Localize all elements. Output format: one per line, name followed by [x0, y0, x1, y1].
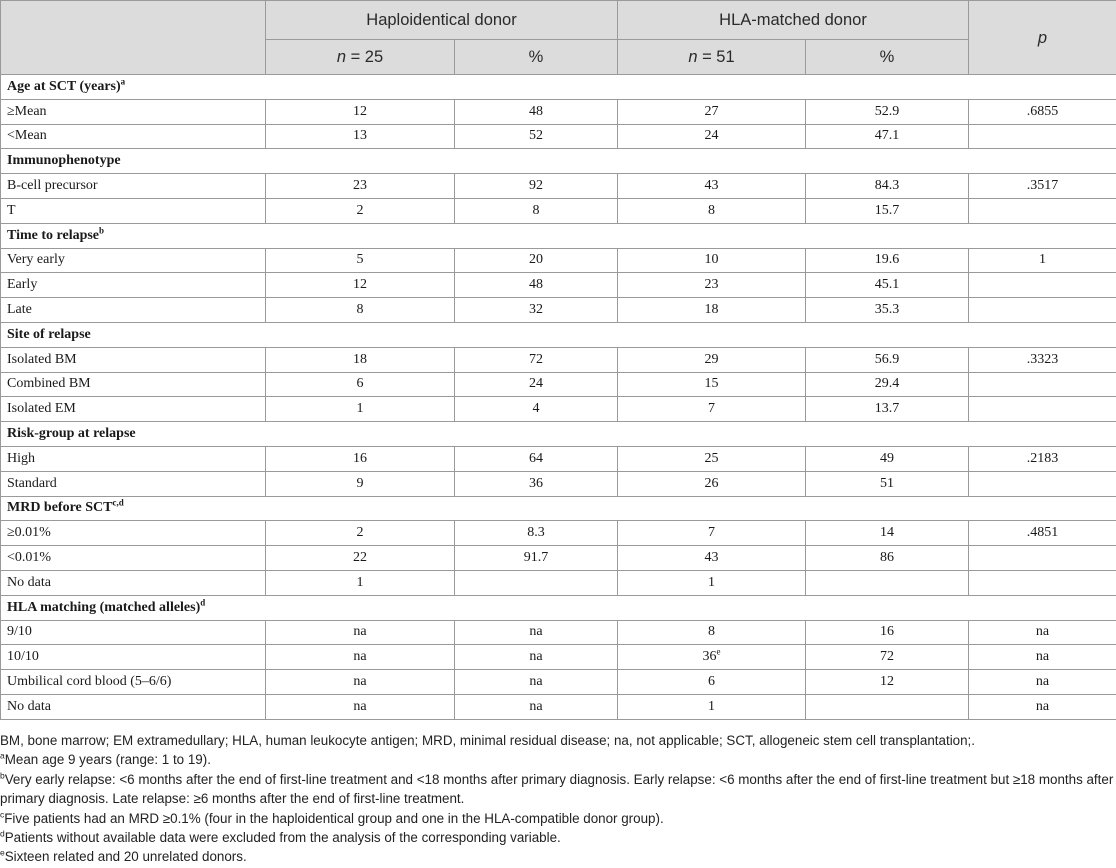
- header-hla-n-val: = 51: [697, 48, 735, 66]
- cell-haplo-pct: 36: [455, 471, 618, 496]
- table-row: [1, 645, 1116, 670]
- header-haplo-pct: %: [455, 40, 618, 75]
- row-label: T: [1, 198, 266, 223]
- table-row: [1, 397, 1116, 422]
- header-p-value: p: [969, 1, 1116, 75]
- row-label: Early: [1, 273, 266, 298]
- cell-hla-pct: 15.7: [806, 198, 969, 223]
- header-haploidentical: Haploidentical donor: [266, 1, 618, 40]
- cell-haplo-pct: na: [455, 645, 618, 670]
- cell-haplo-pct: 52: [455, 124, 618, 149]
- row-label: <Mean: [1, 124, 266, 149]
- row-label: Standard: [1, 471, 266, 496]
- cell-hla-n: 25: [618, 446, 806, 471]
- cell-haplo-n: 22: [266, 546, 455, 571]
- table-row: [1, 124, 1116, 149]
- cell-p-value: [969, 397, 1116, 422]
- cell-haplo-n: 5: [266, 248, 455, 273]
- cell-hla-pct: 29.4: [806, 372, 969, 397]
- cell-hla-pct: 52.9: [806, 99, 969, 124]
- footnote-c: $^c$Five patients had an MRD ≥0.1% (four in the haploidentical group and one in the HLA-compatible donor group).: [0, 809, 664, 826]
- cell-p-value: .2183: [969, 446, 1116, 471]
- cell-p-value: na: [969, 670, 1116, 695]
- header-hla-n: [618, 40, 806, 75]
- cell-hla-pct: 45.1: [806, 273, 969, 298]
- section-header-row: [1, 595, 1116, 620]
- cell-hla-n: 36e: [618, 645, 806, 670]
- cell-p-value: [969, 471, 1116, 496]
- table-row: [1, 99, 1116, 124]
- cell-haplo-pct: 64: [455, 446, 618, 471]
- cell-haplo-pct: na: [455, 620, 618, 645]
- cell-haplo-pct: 24: [455, 372, 618, 397]
- cell-haplo-pct: 4: [455, 397, 618, 422]
- cell-haplo-pct: 8: [455, 198, 618, 223]
- cell-p-value: .6855: [969, 99, 1116, 124]
- table-row: [1, 670, 1116, 695]
- cell-haplo-pct: 48: [455, 273, 618, 298]
- cell-haplo-pct: 8.3: [455, 521, 618, 546]
- table-body: [1, 75, 1116, 720]
- cell-p-value: [969, 570, 1116, 595]
- section-title: Risk-group at relapse: [1, 422, 1116, 447]
- row-label: ≥0.01%: [1, 521, 266, 546]
- cell-p-value: [969, 372, 1116, 397]
- footnote-e: $^e$Sixteen related and 20 unrelated donors.: [0, 847, 247, 865]
- cell-hla-n: 18: [618, 298, 806, 323]
- table-row: [1, 521, 1116, 546]
- table-row: [1, 446, 1116, 471]
- cell-p-value: [969, 198, 1116, 223]
- cell-hla-pct: [806, 570, 969, 595]
- header-hla-pct: %: [806, 40, 969, 75]
- table-row: [1, 273, 1116, 298]
- cell-hla-n: 10: [618, 248, 806, 273]
- cell-hla-pct: [806, 694, 969, 719]
- cell-haplo-n: 6: [266, 372, 455, 397]
- row-label: ≥Mean: [1, 99, 266, 124]
- cell-haplo-n: 12: [266, 99, 455, 124]
- cell-hla-pct: 86: [806, 546, 969, 571]
- cell-hla-n: 7: [618, 397, 806, 422]
- row-label: High: [1, 446, 266, 471]
- table-row: [1, 570, 1116, 595]
- header-haplo-n-val: = 25: [346, 48, 384, 66]
- row-label: Late: [1, 298, 266, 323]
- cell-hla-pct: 51: [806, 471, 969, 496]
- cell-hla-pct: 56.9: [806, 347, 969, 372]
- cell-haplo-n: 1: [266, 397, 455, 422]
- header-row-groups: [1, 1, 1116, 40]
- section-title: Time to relapse$^b$: [1, 223, 1116, 248]
- section-title: Immunophenotype: [1, 149, 1116, 174]
- cell-haplo-n: 16: [266, 446, 455, 471]
- cell-haplo-n: 2: [266, 521, 455, 546]
- section-title: Site of relapse: [1, 322, 1116, 347]
- row-label: No data: [1, 694, 266, 719]
- cell-hla-n: 26: [618, 471, 806, 496]
- header-haplo-n: [266, 40, 455, 75]
- section-title: Age at SCT (years)$^a$: [1, 75, 1116, 100]
- table-row: [1, 298, 1116, 323]
- cell-p-value: .3323: [969, 347, 1116, 372]
- cell-hla-pct: 72: [806, 645, 969, 670]
- row-label: Umbilical cord blood (5–6/6): [1, 670, 266, 695]
- section-title: MRD before SCT$^{c,d}$: [1, 496, 1116, 521]
- cell-p-value: [969, 273, 1116, 298]
- row-label: No data: [1, 570, 266, 595]
- cell-haplo-pct: 48: [455, 99, 618, 124]
- cell-haplo-pct: 72: [455, 347, 618, 372]
- cell-haplo-n: 2: [266, 198, 455, 223]
- cell-p-value: na: [969, 694, 1116, 719]
- cell-p-value: na: [969, 620, 1116, 645]
- cell-hla-n: 29: [618, 347, 806, 372]
- cell-hla-pct: 35.3: [806, 298, 969, 323]
- row-label: 9/10: [1, 620, 266, 645]
- cell-p-value: .4851: [969, 521, 1116, 546]
- cell-hla-pct: 19.6: [806, 248, 969, 273]
- cell-haplo-pct: [455, 570, 618, 595]
- cell-haplo-n: 23: [266, 174, 455, 199]
- cell-haplo-pct: 32: [455, 298, 618, 323]
- row-label: <0.01%: [1, 546, 266, 571]
- cell-p-value: [969, 298, 1116, 323]
- cell-haplo-pct: na: [455, 670, 618, 695]
- table-row: [1, 198, 1116, 223]
- header-hla-matched: HLA-matched donor: [618, 1, 969, 40]
- table-row: [1, 248, 1116, 273]
- table-footnotes: [0, 731, 1114, 867]
- cell-hla-n: 27: [618, 99, 806, 124]
- section-header-row: [1, 223, 1116, 248]
- cell-p-value: 1: [969, 248, 1116, 273]
- section-title: HLA matching (matched alleles)$^d$: [1, 595, 1116, 620]
- cell-haplo-pct: 92: [455, 174, 618, 199]
- cell-haplo-pct: 20: [455, 248, 618, 273]
- table-row: [1, 372, 1116, 397]
- table-row: [1, 471, 1116, 496]
- cell-hla-n: 1: [618, 694, 806, 719]
- row-label: B-cell precursor: [1, 174, 266, 199]
- cell-hla-pct: 16: [806, 620, 969, 645]
- cell-p-value: na: [969, 645, 1116, 670]
- cell-haplo-n: 13: [266, 124, 455, 149]
- cell-hla-pct: 49: [806, 446, 969, 471]
- cell-hla-pct: 84.3: [806, 174, 969, 199]
- cell-hla-n: 23: [618, 273, 806, 298]
- table-row: [1, 174, 1116, 199]
- cell-hla-pct: 47.1: [806, 124, 969, 149]
- cell-hla-n: 43: [618, 174, 806, 199]
- cell-hla-n: 8: [618, 198, 806, 223]
- cell-p-value: [969, 546, 1116, 571]
- cell-hla-pct: 14: [806, 521, 969, 546]
- cell-hla-n: 8: [618, 620, 806, 645]
- cell-haplo-n: na: [266, 694, 455, 719]
- row-label: Combined BM: [1, 372, 266, 397]
- cell-haplo-n: na: [266, 620, 455, 645]
- cell-hla-n: 7: [618, 521, 806, 546]
- table-row: [1, 546, 1116, 571]
- section-header-row: [1, 149, 1116, 174]
- row-label: Very early: [1, 248, 266, 273]
- table-row: [1, 620, 1116, 645]
- row-label: Isolated BM: [1, 347, 266, 372]
- row-label: Isolated EM: [1, 397, 266, 422]
- cell-hla-n: 15: [618, 372, 806, 397]
- cell-p-value: .3517: [969, 174, 1116, 199]
- cell-haplo-n: 1: [266, 570, 455, 595]
- cell-haplo-n: 8: [266, 298, 455, 323]
- footnote-b: $^b$Very early relapse: <6 months after the end of first-line treatment and <18 months after primary diagnosis. Early relapse: <6 months after the end of first-line treatment but ≥18 months after primary diagnosis. Late relapse: ≥6 months after the end of first-line treatment.: [0, 770, 1114, 807]
- section-header-row: [1, 496, 1116, 521]
- cell-hla-pct: 12: [806, 670, 969, 695]
- cell-haplo-n: 12: [266, 273, 455, 298]
- cell-haplo-pct: na: [455, 694, 618, 719]
- table-row: [1, 694, 1116, 719]
- cell-haplo-n: 18: [266, 347, 455, 372]
- cell-hla-n: 24: [618, 124, 806, 149]
- cell-hla-n: 6: [618, 670, 806, 695]
- cell-hla-n: 43: [618, 546, 806, 571]
- cell-haplo-n: 9: [266, 471, 455, 496]
- row-label: 10/10: [1, 645, 266, 670]
- cell-haplo-n: na: [266, 645, 455, 670]
- cell-hla-n: 1: [618, 570, 806, 595]
- footnote-d: $^d$Patients without available data were excluded from the analysis of the corresponding variable.: [0, 828, 561, 846]
- header-haplo-n-var: n: [336, 48, 346, 66]
- footnote-abbreviations: BM, bone marrow; EM extramedullary; HLA, human leukocyte antigen; MRD, minimal residual disease; na, not applicable; SCT, allogeneic stem cell transplantation;.: [0, 733, 975, 748]
- cell-hla-pct: 13.7: [806, 397, 969, 422]
- header-blank-cell: [1, 1, 266, 75]
- footnote-a: $^a$Mean age 9 years (range: 1 to 19).: [0, 750, 211, 768]
- cell-p-value: [969, 124, 1116, 149]
- table-row: [1, 347, 1116, 372]
- cell-haplo-n: na: [266, 670, 455, 695]
- cell-haplo-pct: 91.7: [455, 546, 618, 571]
- section-header-row: [1, 75, 1116, 100]
- header-hla-n-var: n: [688, 48, 698, 66]
- section-header-row: [1, 422, 1116, 447]
- section-header-row: [1, 322, 1116, 347]
